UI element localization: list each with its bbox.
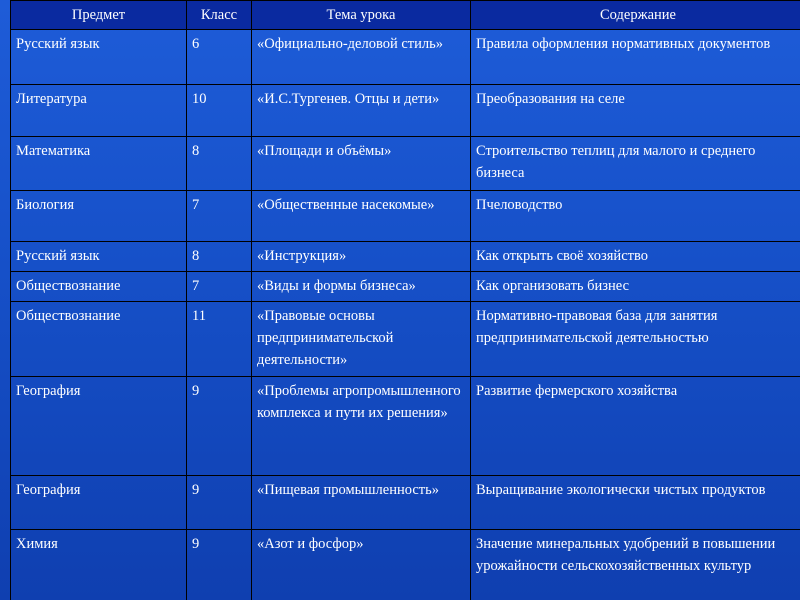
header-row [11,1,800,30]
cell-grade: 7 [187,272,252,302]
cell-subject: География [11,377,187,476]
cell-grade: 9 [187,530,252,600]
cell-grade: 8 [187,137,252,191]
cell-topic: «Пищевая промышленность» [252,476,471,530]
header-content: Содержание [471,1,800,30]
cell-content: Значение минеральных удобрений в повышении урожайности сельскохозяйственных культур [471,530,800,600]
cell-content: Нормативно-правовая база для занятия предпринимательской деятельностью [471,302,800,377]
table-row [11,191,800,242]
cell-topic: «Официально-деловой стиль» [252,30,471,85]
cell-subject: Обществознание [11,302,187,377]
cell-topic: «Общественные насекомые» [252,191,471,242]
table-row [11,272,800,302]
cell-content: Преобразования на селе [471,85,800,137]
cell-grade: 9 [187,476,252,530]
cell-topic: «Виды и формы бизнеса» [252,272,471,302]
cell-content: Пчеловодство [471,191,800,242]
table-row [11,530,800,600]
cell-topic: «Площади и объёмы» [252,137,471,191]
table-row [11,137,800,191]
cell-content: Правила оформления нормативных документов [471,30,800,85]
cell-grade: 8 [187,242,252,272]
cell-topic: «Азот и фосфор» [252,530,471,600]
cell-subject: Литература [11,85,187,137]
cell-content: Строительство теплиц для малого и среднего бизнеса [471,137,800,191]
cell-topic: «Проблемы агропромышленного комплекса и пути их решения» [252,377,471,476]
header-subject: Предмет [11,1,187,30]
cell-content: Выращивание экологически чистых продуктов [471,476,800,530]
cell-subject: Математика [11,137,187,191]
cell-topic: «И.С.Тургенев. Отцы и дети» [252,85,471,137]
cell-subject: Русский язык [11,242,187,272]
lessons-table [10,0,800,600]
table-row [11,242,800,272]
table-body [11,30,800,600]
cell-content: Как открыть своё хозяйство [471,242,800,272]
header-topic: Тема урока [252,1,471,30]
cell-subject: Обществознание [11,272,187,302]
table-row [11,85,800,137]
cell-grade: 9 [187,377,252,476]
cell-subject: Русский язык [11,30,187,85]
cell-content: Как организовать бизнес [471,272,800,302]
cell-subject: География [11,476,187,530]
cell-topic: «Правовые основы предпринимательской деятельности» [252,302,471,377]
table-row [11,377,800,476]
cell-grade: 6 [187,30,252,85]
cell-subject: Химия [11,530,187,600]
table-row [11,476,800,530]
header-grade: Класс [187,1,252,30]
table-row [11,302,800,377]
cell-grade: 7 [187,191,252,242]
cell-grade: 11 [187,302,252,377]
table-header [11,1,800,30]
cell-subject: Биология [11,191,187,242]
cell-topic: «Инструкция» [252,242,471,272]
cell-grade: 10 [187,85,252,137]
cell-content: Развитие фермерского хозяйства [471,377,800,476]
table-row [11,30,800,85]
